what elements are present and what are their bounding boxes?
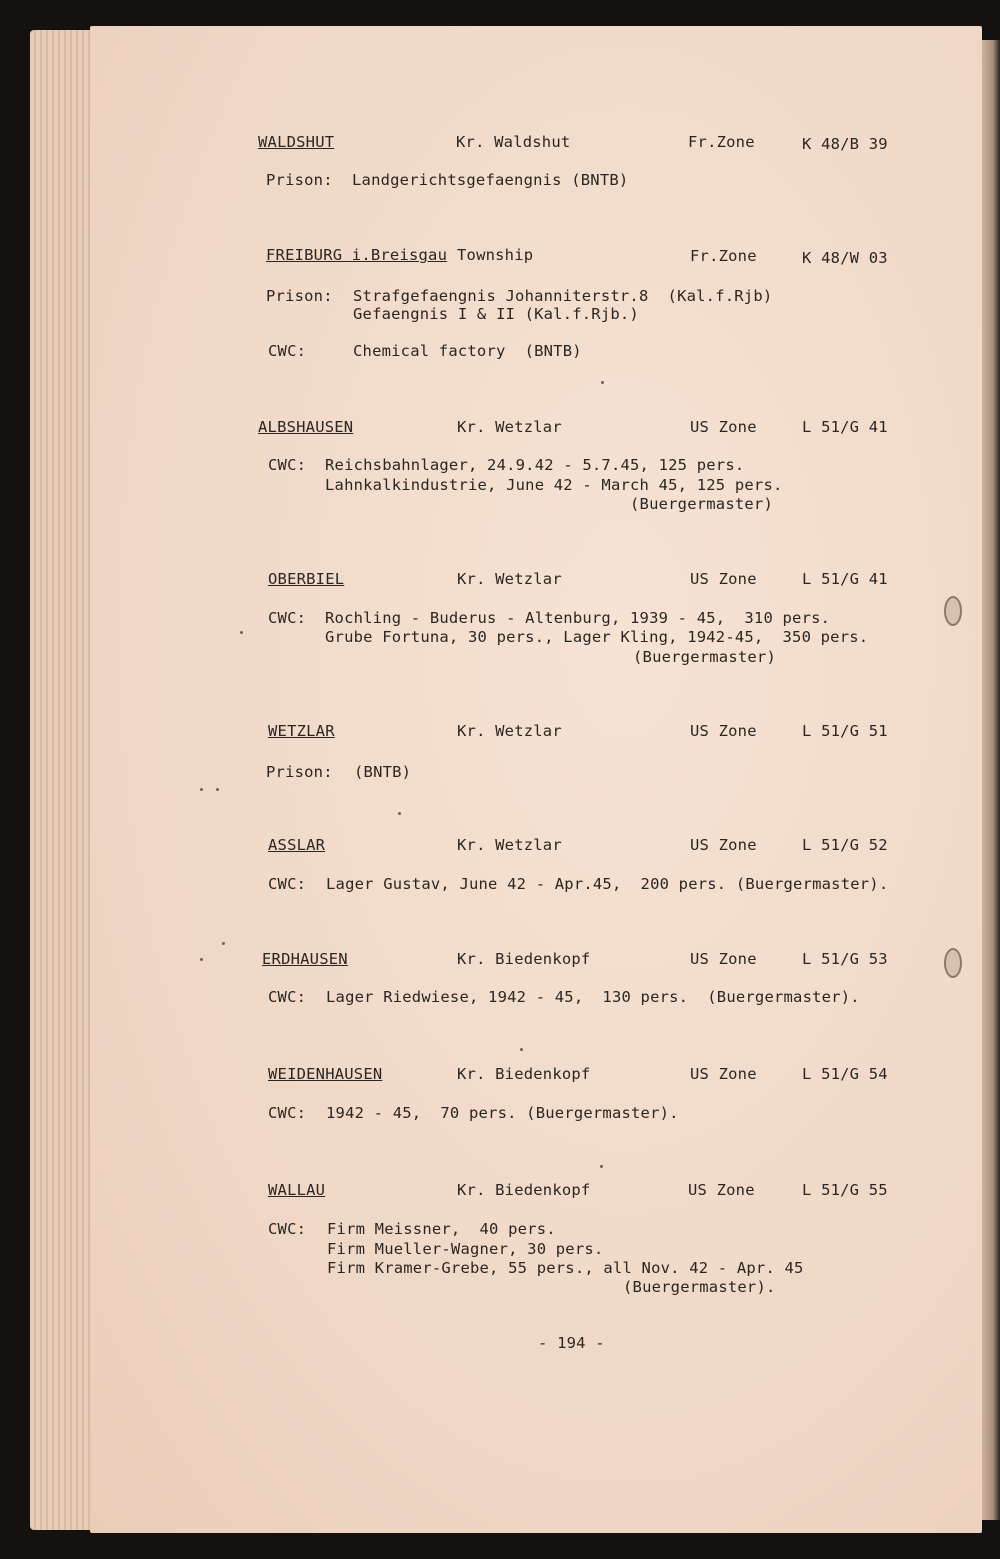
entry-reference: L 51/G 53 — [802, 950, 888, 968]
entry-line-text: Grube Fortuna, 30 pers., Lager Kling, 1942-45, 350 pers. — [325, 628, 869, 646]
entry-district: Kr. Biedenkopf — [457, 1065, 591, 1083]
scan-speck — [240, 631, 243, 634]
entry-place: ERDHAUSEN — [262, 950, 348, 968]
scan-speck — [601, 381, 604, 384]
entry-line-label: Prison: — [266, 171, 333, 189]
entry-zone: US Zone — [690, 418, 757, 436]
entry-place: FREIBURG i.Breisgau — [266, 246, 448, 264]
entry-zone: US Zone — [690, 570, 757, 588]
entry-line-text: Chemical factory (BNTB) — [353, 342, 582, 360]
scan-speck — [398, 812, 401, 815]
entry-line-text: Lager Riedwiese, 1942 - 45, 130 pers. (Buergermaster). — [326, 988, 860, 1006]
entry-place: OBERBIEL — [268, 570, 345, 588]
entry-district: Kr. Wetzlar — [457, 836, 562, 854]
entry-line-text: Reichsbahnlager, 24.9.42 - 5.7.45, 125 pers. — [325, 456, 745, 474]
entry-place: WEIDENHAUSEN — [268, 1065, 383, 1083]
scan-speck — [200, 788, 203, 791]
entry-zone: US Zone — [690, 950, 757, 968]
entry-line-label: CWC: — [268, 456, 307, 474]
entry-place: ALBSHAUSEN — [258, 418, 354, 436]
scan-speck — [600, 1165, 603, 1168]
entry-reference: K 48/B 39 — [802, 135, 888, 153]
entry-reference: L 51/G 41 — [802, 418, 888, 436]
entry-line-text: Lahnkalkindustrie, June 42 - March 45, 125 pers. — [325, 476, 783, 494]
entry-district: Kr. Wetzlar — [457, 722, 562, 740]
entry-reference: L 51/G 54 — [802, 1065, 888, 1083]
entry-line-label: CWC: — [268, 1220, 307, 1238]
entry-reference: L 51/G 52 — [802, 836, 888, 854]
entry-reference: L 51/G 51 — [802, 722, 888, 740]
entry-line-text: 1942 - 45, 70 pers. (Buergermaster). — [326, 1104, 679, 1122]
entry-line-text: Lager Gustav, June 42 - Apr.45, 200 pers. (Buergermaster). — [326, 875, 889, 893]
entry-line-label: CWC: — [268, 1104, 307, 1122]
entry-district: Kr. Waldshut — [456, 133, 571, 151]
scan-speck — [520, 1048, 523, 1051]
entry-line-text: (Buergermaster). — [623, 1278, 776, 1296]
entry-line-text: Landgerichtsgefaengnis (BNTB) — [352, 171, 629, 189]
entry-reference: L 51/G 55 — [802, 1181, 888, 1199]
entry-reference: K 48/W 03 — [802, 249, 888, 267]
page-number: - 194 - — [538, 1334, 605, 1352]
entry-zone: Fr.Zone — [688, 133, 755, 151]
entry-line-label: CWC: — [268, 875, 307, 893]
entry-line-text: (Buergermaster) — [633, 648, 776, 666]
entry-zone: Fr.Zone — [690, 247, 757, 265]
entry-line-text: Firm Meissner, 40 pers. — [327, 1220, 556, 1238]
entry-line-label: CWC: — [268, 609, 307, 627]
entry-place: WETZLAR — [268, 722, 335, 740]
entry-place: WALDSHUT — [258, 133, 335, 151]
entry-zone: US Zone — [690, 836, 757, 854]
binding-hole — [944, 948, 962, 978]
scan-speck — [216, 788, 219, 791]
entry-district: Township — [457, 246, 534, 264]
entry-line-text: Gefaengnis I & II (Kal.f.Rjb.) — [353, 305, 639, 323]
entry-line-label: Prison: — [266, 763, 333, 781]
entry-district: Kr. Wetzlar — [457, 418, 562, 436]
entry-line-label: Prison: — [266, 287, 333, 305]
entry-reference: L 51/G 41 — [802, 570, 888, 588]
entry-district: Kr. Wetzlar — [457, 570, 562, 588]
binding-hole — [944, 596, 962, 626]
entry-place: WALLAU — [268, 1181, 326, 1199]
entry-district: Kr. Biedenkopf — [457, 950, 591, 968]
scan-speck — [222, 942, 225, 945]
entry-line-text: Rochling - Buderus - Altenburg, 1939 - 45, 310 pers. — [325, 609, 831, 627]
entry-zone: US Zone — [688, 1181, 755, 1199]
entry-zone: US Zone — [690, 1065, 757, 1083]
entry-line-text: Strafgefaengnis Johanniterstr.8 (Kal.f.Rjb) — [353, 287, 773, 305]
entry-line-label: CWC: — [268, 342, 307, 360]
entry-line-text: (Buergermaster) — [630, 495, 773, 513]
scan-speck — [200, 958, 203, 961]
entry-line-label: CWC: — [268, 988, 307, 1006]
entry-place: ASSLAR — [268, 836, 326, 854]
entry-district: Kr. Biedenkopf — [457, 1181, 591, 1199]
entry-line-text: Firm Kramer-Grebe, 55 pers., all Nov. 42 - Apr. 45 — [327, 1259, 804, 1277]
entry-line-text: Firm Mueller-Wagner, 30 pers. — [327, 1240, 604, 1258]
entry-zone: US Zone — [690, 722, 757, 740]
entry-line-text: (BNTB) — [354, 763, 412, 781]
